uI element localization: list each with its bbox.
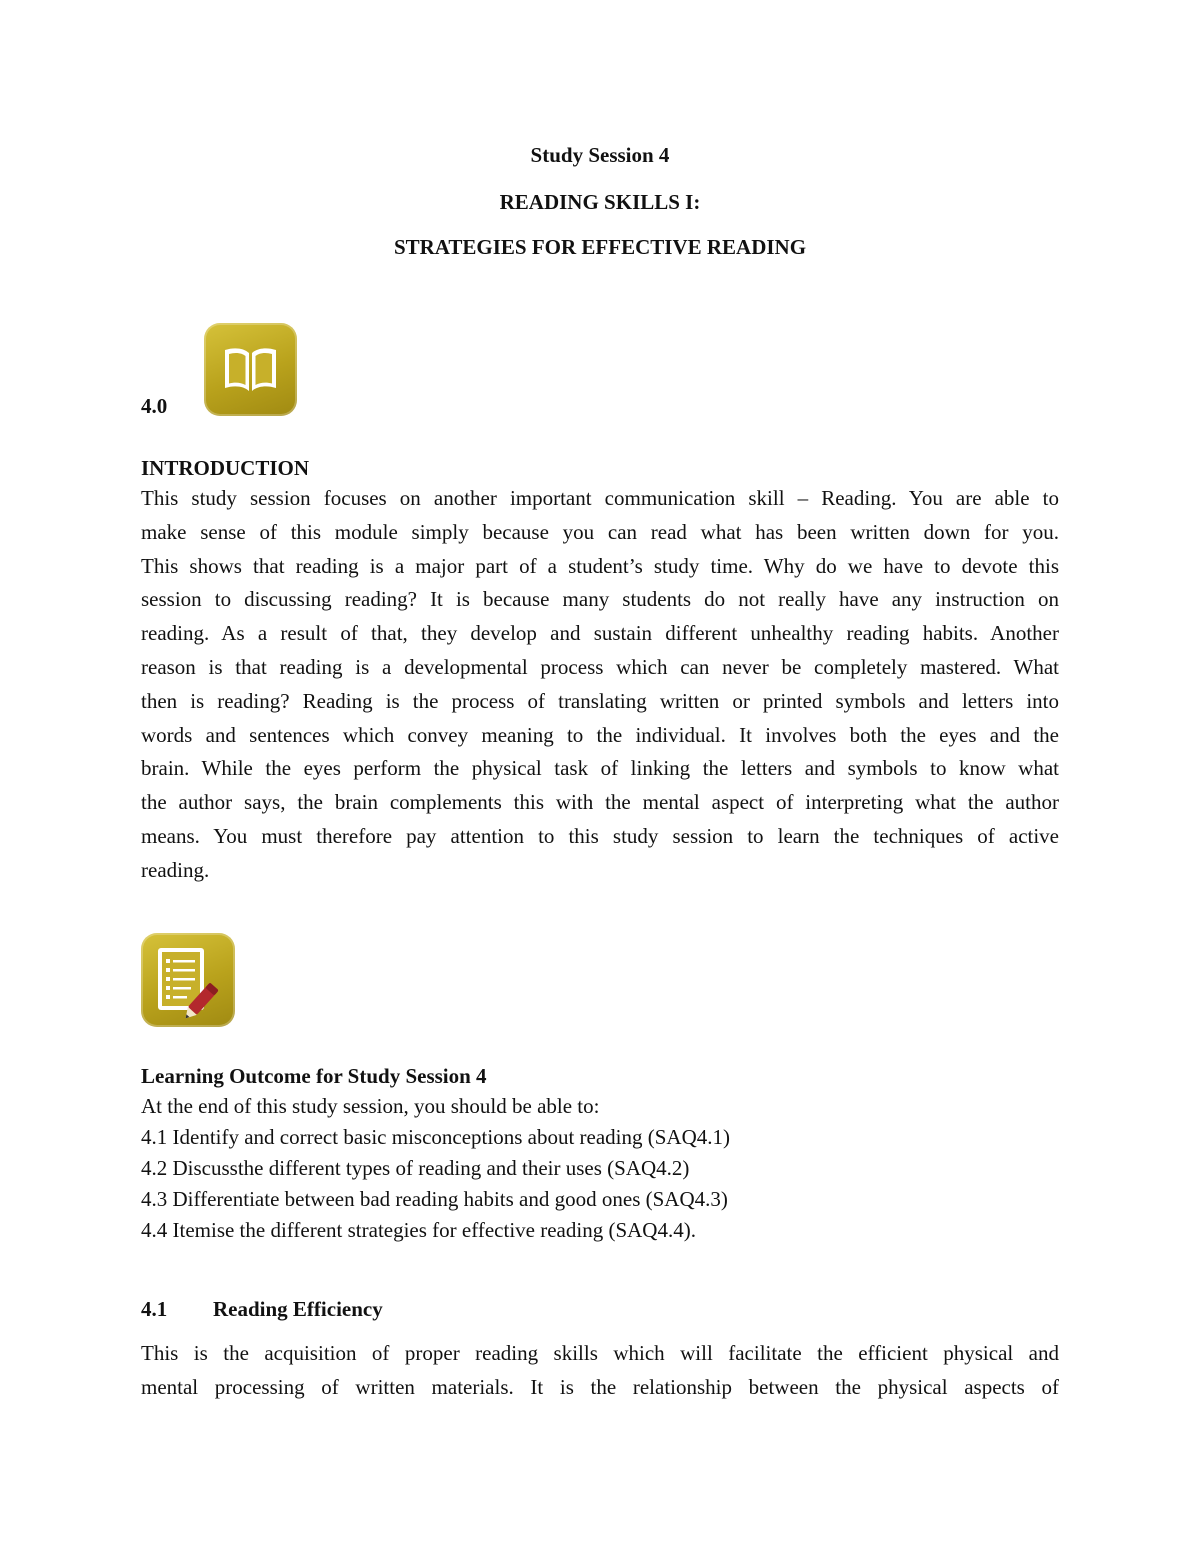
paragraph-line: words and sentences which convey meaning to the individual. It involves both the eyes and the (141, 722, 1059, 747)
outcome-item: 4.2 Discussthe different types of reading and their uses (SAQ4.2) (141, 1156, 690, 1180)
session-subtitle-2: STRATEGIES FOR EFFECTIVE READING (393, 235, 807, 259)
paragraph-line: This shows that reading is a major part of a student’s study time. Why do we have to devote this (141, 553, 1059, 578)
document-pencil-icon (141, 933, 235, 1027)
section-number-intro: 4.0 (141, 394, 168, 418)
session-title: Study Session 4 (530, 143, 670, 167)
paragraph-line: mental processing of written materials. It is the relationship between the physical aspects of (141, 1374, 1059, 1399)
paragraph-line: reading. (141, 857, 210, 882)
introduction-heading: INTRODUCTION (141, 456, 310, 480)
learning-outcome-list (141, 1091, 730, 1246)
outcome-item: 4.3 Differentiate between bad reading habits and good ones (SAQ4.3) (141, 1187, 728, 1211)
paragraph-line: then is reading? Reading is the process of translating written or printed symbols and letters into (141, 688, 1059, 713)
paragraph-line: brain. While the eyes perform the physical task of linking the letters and symbols to know what (141, 756, 1059, 781)
paragraph-line: the author says, the brain complements this with the mental aspect of interpreting what the author (141, 790, 1059, 815)
paragraph-line: reading. As a result of that, they develop and sustain different unhealthy reading habits. Another (141, 621, 1059, 646)
open-book-icon (204, 323, 297, 416)
paragraph-line: This study session focuses on another important communication skill – Reading. You are able to (141, 486, 1059, 510)
paragraph-line: reason is that reading is a developmental process which can never be completely mastered. What (141, 654, 1059, 679)
paragraph-line: This is the acquisition of proper reading skills which will facilitate the efficient physical and (141, 1341, 1059, 1365)
reading-efficiency-paragraph (141, 1337, 1059, 1405)
outcome-intro: At the end of this study session, you should be able to: (141, 1094, 600, 1118)
outcome-item: 4.4 Itemise the different strategies for effective reading (SAQ4.4). (141, 1218, 696, 1242)
paragraph-line: means. You must therefore pay attention to this study session to learn the techniques of active (141, 823, 1059, 848)
reading-efficiency-heading: Reading Efficiency (213, 1297, 383, 1321)
section-number-4-1: 4.1 (141, 1297, 168, 1321)
outcome-item: 4.1 Identify and correct basic misconceptions about reading (SAQ4.1) (141, 1125, 730, 1149)
paragraph-line: make sense of this module simply because you can read what has been written down for you. (141, 519, 1059, 544)
introduction-paragraph (141, 482, 1059, 888)
paragraph-line: session to discussing reading? It is because many students do not really have any instruction on (141, 587, 1059, 612)
session-subtitle-1: READING SKILLS I: (499, 190, 701, 214)
learning-outcome-heading: Learning Outcome for Study Session 4 (141, 1064, 487, 1088)
